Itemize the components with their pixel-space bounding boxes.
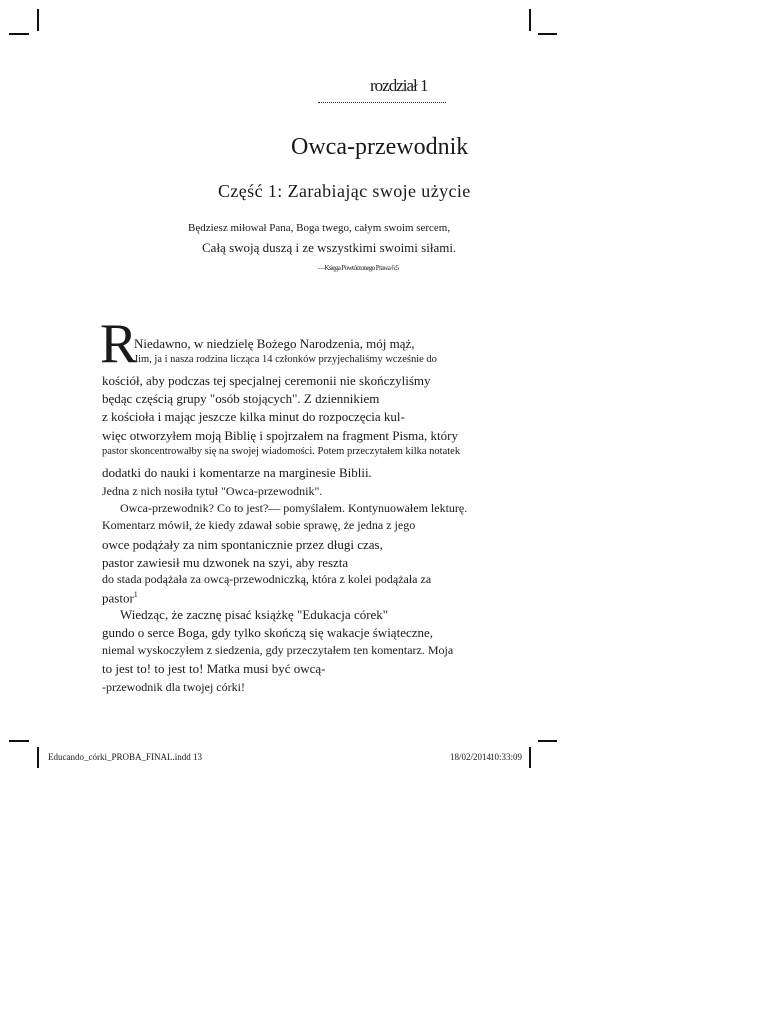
drop-cap: R bbox=[100, 313, 138, 375]
crop-mark bbox=[37, 9, 39, 31]
crop-mark bbox=[37, 747, 39, 768]
body-line: -przewodnik dla twojej córki! bbox=[102, 680, 245, 694]
body-line: Owca-przewodnik? Co to jest?— pomyślałem. Kontynuowałem lekturę. bbox=[120, 501, 468, 515]
body-line: będąc częścią grupy "osób stojących". Z dziennikiem bbox=[102, 391, 380, 406]
body-line: Wiedząc, że zacznę pisać książkę "Edukacja córek" bbox=[120, 607, 389, 622]
body-line: Komentarz mówił, że kiedy zdawał sobie sprawę, że jedna z jego bbox=[102, 518, 416, 532]
chapter-title: Owca-przewodnik bbox=[291, 134, 469, 160]
body-line: kościół, aby podczas tej specjalnej ceremonii nie skończyliśmy bbox=[102, 373, 431, 388]
chapter-subtitle: Część 1: Zarabiając swoje użycie bbox=[218, 181, 471, 201]
footnote-marker: 1 bbox=[133, 590, 138, 599]
chapter-label: rozdział 1 bbox=[370, 76, 428, 95]
body-line: to jest to! to jest to! Matka musi być owcą- bbox=[102, 661, 326, 676]
crop-mark bbox=[9, 33, 29, 35]
crop-mark bbox=[529, 747, 531, 768]
body-line: Jedna z nich nosiła tytuł "Owca-przewodnik". bbox=[102, 484, 323, 498]
crop-mark bbox=[538, 740, 557, 742]
body-line: pastor zawiesił mu dzwonek na szyi, aby reszta bbox=[102, 555, 349, 570]
body-line: z kościoła i mając jeszcze kilka minut do rozpoczęcia kul- bbox=[102, 409, 405, 424]
body-line: więc otworzyłem moją Biblię i spojrzałem na fragment Pisma, który bbox=[102, 428, 458, 443]
body-line: dodatki do nauki i komentarze na marginesie Biblii. bbox=[102, 465, 372, 480]
crop-mark bbox=[529, 9, 531, 31]
body-line: pastor skoncentrowałby się na swojej wiadomości. Potem przeczytałem kilka notatek bbox=[102, 446, 461, 457]
body-line: owce podążały za nim spontanicznie przez długi czas, bbox=[102, 537, 383, 552]
epigraph-line: Całą swoją duszą i ze wszystkimi swoimi siłami. bbox=[202, 240, 457, 255]
body-line: Jim, ja i nasza rodzina licząca 14 członków przyjechaliśmy wcześnie do bbox=[134, 354, 437, 365]
body-line bbox=[102, 590, 138, 606]
crop-mark bbox=[9, 740, 29, 742]
crop-mark bbox=[538, 33, 557, 35]
body-line: gundo o serce Boga, gdy tylko skończą się wakacje świąteczne, bbox=[102, 625, 434, 640]
body-line: niemal wyskoczyłem z siedzenia, gdy przeczytałem ten komentarz. Moja bbox=[102, 643, 454, 657]
footer-time: 10:33:09 bbox=[490, 752, 523, 762]
epigraph-citation: —Księga Powtórzonego Prawa 6:5 bbox=[318, 264, 399, 272]
chapter-divider bbox=[318, 102, 446, 103]
body-text: pastor bbox=[102, 590, 134, 606]
body-line: Niedawno, w niedzielę Bożego Narodzenia, mój mąż, bbox=[134, 336, 415, 351]
footer-date: 18/02/2014 bbox=[450, 752, 492, 762]
footer-filename: Educando_córki_PROBA_FINAL.indd 13 bbox=[48, 752, 202, 762]
body-line: do stada podążała za owcą-przewodniczką, która z kolei podążała za bbox=[102, 572, 432, 586]
epigraph-line: Będziesz miłował Pana, Boga twego, całym swoim sercem, bbox=[188, 222, 451, 234]
